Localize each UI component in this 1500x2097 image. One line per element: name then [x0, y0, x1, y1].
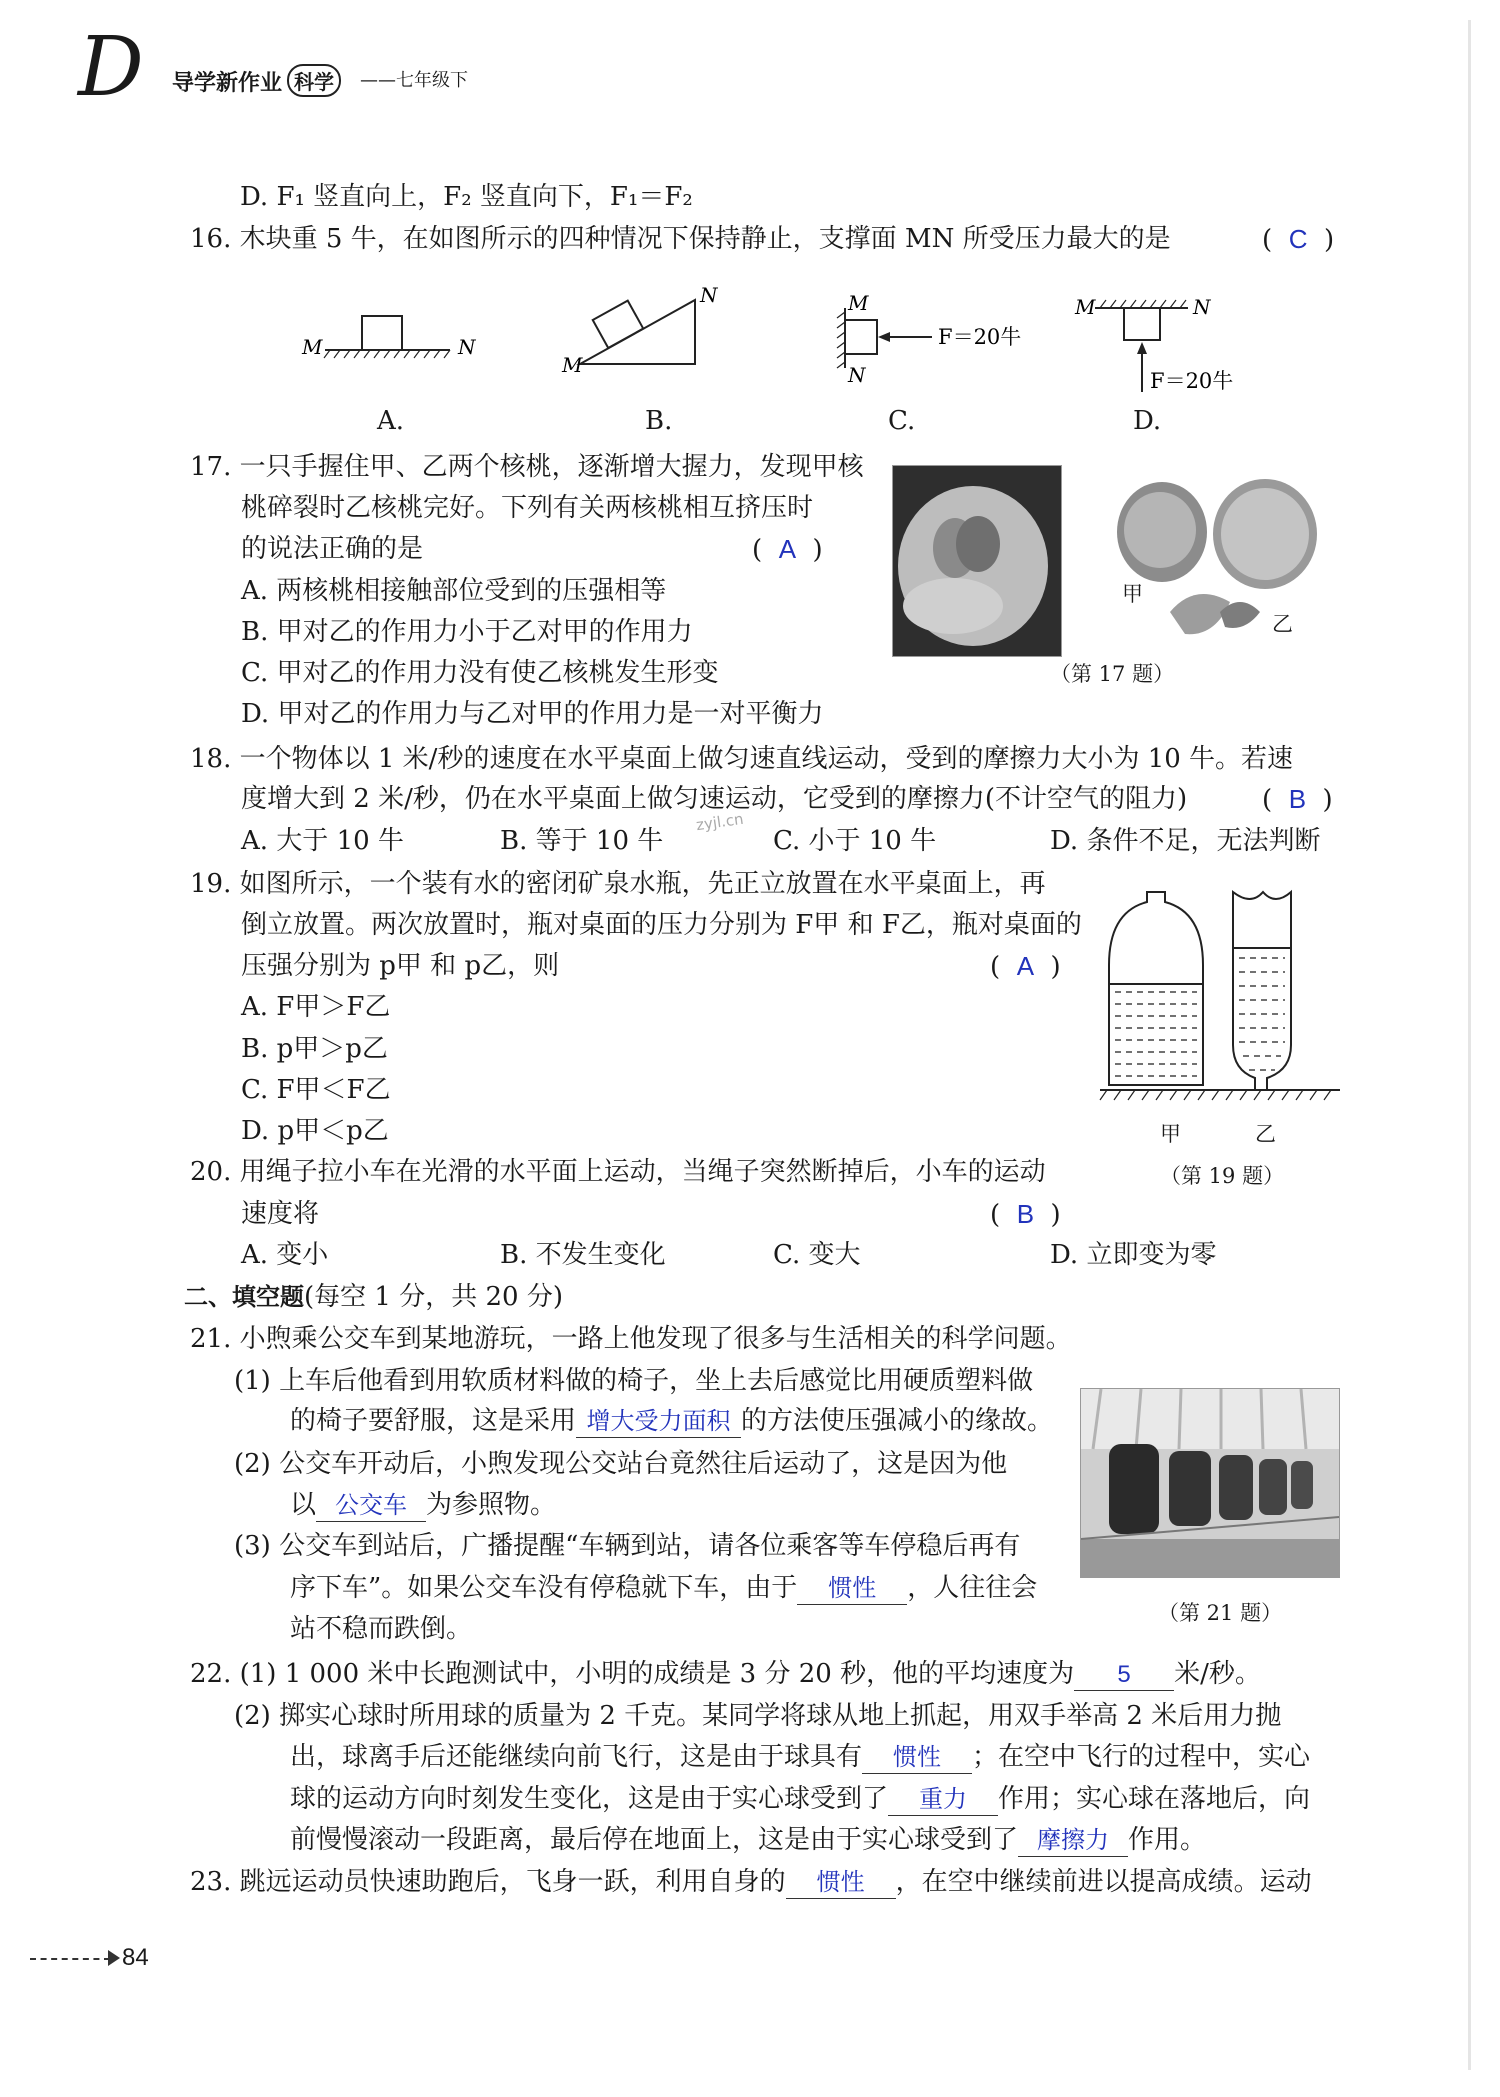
- section2-heading: [184, 1278, 563, 1316]
- q17-option-d: D. 甲对乙的作用力与乙对甲的作用力是一对平衡力: [241, 699, 824, 729]
- q18-line1: 18. 一个物体以 1 米/秒的速度在水平桌面上做匀速直线运动，受到的摩擦力大小为 10 牛。若速: [190, 744, 1294, 774]
- q17-option-c: C. 甲对乙的作用力没有使乙核桃发生形变: [241, 658, 719, 688]
- q17-label-jia: 甲: [1122, 582, 1143, 606]
- q18-option-b: B. 等于 10 牛: [500, 826, 664, 856]
- q19-bracket: ( A ): [990, 951, 1061, 982]
- q21-p3-line2: 序下车”。如果公交车没有停稳就下车，由于 惯性 ，人往往会: [290, 1573, 1038, 1603]
- q22-p2-answer3: 摩擦力: [1018, 1826, 1128, 1857]
- q16-a-m: M: [302, 335, 323, 359]
- q16-stem: 16. 木块重 5 牛，在如图所示的四种情况下保持静止，支撑面 MN 所受压力最大的是: [190, 224, 1171, 254]
- q19-label-jia: 甲: [1160, 1122, 1181, 1146]
- q19-answer: A: [1016, 951, 1035, 981]
- q20-option-a: A. 变小: [241, 1240, 329, 1270]
- q19-option-b: B. p甲＞p乙: [241, 1034, 388, 1064]
- q17-bracket: ( A ): [752, 534, 823, 565]
- q21-p3-line1: (3) 公交车到站后，广播提醒“车辆到站，请各位乘客等车停稳后再有: [234, 1531, 1021, 1561]
- q16-figure-d: [1074, 295, 1233, 393]
- q19-caption: （第 19 题）: [1160, 1164, 1285, 1188]
- q16-b-n: N: [700, 283, 718, 307]
- q19-option-d: D. p甲＜p乙: [241, 1116, 389, 1146]
- q15-option-d: D. F₁ 竖直向上，F₂ 竖直向下，F₁＝F₂: [240, 182, 693, 212]
- q16-label-b: B.: [645, 406, 673, 436]
- q16-figure-c: [837, 291, 1021, 387]
- q22-p1: 22. (1) 1 000 米中长跑测试中，小明的成绩是 3 分 20 秒，他的平均速度为 5 米/秒。: [190, 1659, 1261, 1689]
- q17-line2: 桃碎裂时乙核桃完好。下列有关两核桃相互挤压时: [241, 493, 814, 523]
- q20-option-b: B. 不发生变化: [500, 1240, 666, 1270]
- grade-label: ——七年级下: [360, 70, 468, 91]
- q19-option-c: C. F甲＜F乙: [241, 1075, 391, 1105]
- q17-line1: 17. 一只手握住甲、乙两个核桃，逐渐增大握力，发现甲核: [190, 452, 864, 482]
- q21-stem: 21. 小煦乘公交车到某地游玩，一路上他发现了很多与生活相关的科学问题。: [190, 1324, 1072, 1354]
- q23-line1: 23. 跳远运动员快速助跑后，飞身一跃，利用自身的 惯性 ，在空中继续前进以提高成绩。运动: [190, 1867, 1312, 1897]
- q20-line2: 速度将: [241, 1199, 320, 1229]
- q22-p2-answer1: 惯性: [862, 1743, 972, 1774]
- q20-option-c: C. 变大: [773, 1240, 861, 1270]
- q22-p1-answer: 5: [1074, 1660, 1174, 1691]
- q16-c-force: F＝20牛: [938, 325, 1022, 349]
- bottle-inverted: [1233, 892, 1291, 1090]
- page-number: 84: [122, 1944, 149, 1971]
- q21-p2-answer: 公交车: [316, 1491, 426, 1522]
- q19-label-yi: 乙: [1255, 1122, 1276, 1146]
- q17-caption: （第 17 题）: [1050, 662, 1175, 686]
- q16-label-a: A.: [377, 406, 405, 436]
- watermark: zyjl.cn: [694, 809, 745, 835]
- q19-option-a: A. F甲＞F乙: [241, 992, 391, 1022]
- q21-bus-seats-photo: [1080, 1388, 1340, 1578]
- q16-d-m: M: [1075, 295, 1096, 319]
- q16-c-n: N: [848, 363, 866, 387]
- q20-answer: B: [1016, 1199, 1035, 1229]
- q16-figure-a: [301, 316, 477, 359]
- q23-answer: 惯性: [786, 1868, 896, 1899]
- q22-p2-answer2: 重力: [888, 1785, 998, 1816]
- q22-p2-line3: 球的运动方向时刻发生变化，这是由于实心球受到了 重力 作用；实心球在落地后，向: [290, 1784, 1311, 1814]
- footer-dash: [30, 1958, 110, 1960]
- q16-c-m: M: [848, 291, 869, 315]
- q20-bracket: ( B ): [990, 1199, 1061, 1230]
- q16-figures: [290, 280, 1290, 405]
- q18-option-a: A. 大于 10 牛: [241, 826, 404, 856]
- q17-line3: 的说法正确的是: [241, 534, 424, 564]
- footer-arrow-icon: [108, 1950, 120, 1966]
- q22-p2-line4: 前慢慢滚动一段距离，最后停在地面上，这是由于实心球受到了 摩擦力 作用。: [290, 1825, 1207, 1855]
- q21-p1-line2: 的椅子要舒服，这是采用 增大受力面积 的方法使压强减小的缘故。: [290, 1406, 1054, 1436]
- bottle-upright: [1109, 892, 1203, 1085]
- q18-line2: 度增大到 2 米/秒，仍在水平桌面上做匀速运动，它受到的摩擦力(不计空气的阻力): [241, 784, 1188, 814]
- q19-line2: 倒立放置。两次放置时，瓶对桌面的压力分别为 F甲 和 F乙，瓶对桌面的: [241, 910, 1082, 940]
- q16-d-force: F＝20牛: [1150, 369, 1234, 393]
- q19-bottles-figure: [1095, 880, 1345, 1110]
- q18-answer: B: [1288, 784, 1307, 814]
- q16-label-d: D.: [1133, 406, 1162, 436]
- book-title: 导学新作业: [172, 71, 283, 96]
- logo-letter: D: [78, 20, 144, 115]
- q21-p2-line1: (2) 公交车开动后，小煦发现公交站台竟然往后运动了，这是因为他: [234, 1449, 1008, 1479]
- q17-hand-photo: [892, 465, 1062, 657]
- q17-option-b: B. 甲对乙的作用力小于乙对甲的作用力: [241, 617, 693, 647]
- q21-p1-answer: 增大受力面积: [576, 1407, 741, 1438]
- q16-b-m: M: [562, 353, 583, 377]
- page-edge: [1468, 20, 1471, 2070]
- q16-a-n: N: [458, 335, 476, 359]
- section2-title: 二、填空题: [184, 1283, 304, 1311]
- q16-bracket: ( C ): [1262, 224, 1335, 255]
- q17-option-a: A. 两核桃相接触部位受到的压强相等: [241, 576, 667, 606]
- q17-label-yi: 乙: [1272, 612, 1293, 636]
- q21-p3-line3: 站不稳而跌倒。: [290, 1614, 473, 1644]
- q16-label-c: C.: [888, 406, 916, 436]
- q18-option-c: C. 小于 10 牛: [773, 826, 937, 856]
- q16-d-n: N: [1193, 295, 1211, 319]
- q21-p3-answer: 惯性: [797, 1574, 907, 1605]
- q21-p1-line1: (1) 上车后他看到用软质材料做的椅子，坐上去后感觉比用硬质塑料做: [234, 1366, 1034, 1396]
- q21-p2-line2: 以 公交车 为参照物。: [290, 1490, 557, 1520]
- q18-bracket: ( B ): [1262, 784, 1333, 815]
- subject-badge: 科学: [287, 64, 341, 97]
- section2-note: (每空 1 分，共 20 分): [304, 1282, 563, 1312]
- q17-answer: A: [778, 534, 797, 564]
- q18-option-d: D. 条件不足，无法判断: [1050, 826, 1321, 856]
- q20-option-d: D. 立即变为零: [1050, 1240, 1217, 1270]
- q20-line1: 20. 用绳子拉小车在光滑的水平面上运动，当绳子突然断掉后，小车的运动: [190, 1157, 1046, 1187]
- q22-p2-line2: 出，球离手后还能继续向前飞行，这是由于球具有 惯性 ；在空中飞行的过程中，实心: [290, 1742, 1311, 1772]
- q22-p2-line1: (2) 掷实心球时所用球的质量为 2 千克。某同学将球从地上抓起，用双手举高 2 米后用力抛: [234, 1701, 1282, 1731]
- q16-answer: C: [1288, 224, 1308, 254]
- q19-line1: 19. 如图所示，一个装有水的密闭矿泉水瓶，先正立放置在水平桌面上，再: [190, 869, 1046, 899]
- q16-figure-b: [561, 283, 719, 377]
- q21-caption: （第 21 题）: [1158, 1601, 1283, 1625]
- q19-line3: 压强分别为 p甲 和 p乙，则: [241, 951, 560, 981]
